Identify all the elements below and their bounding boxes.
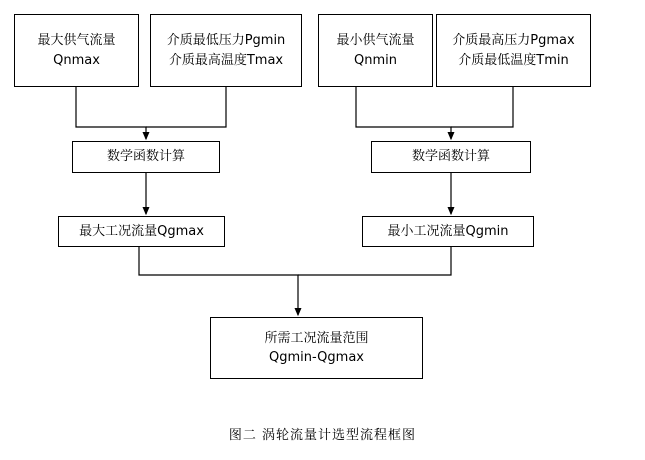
node-min-pressure-max-temp (150, 14, 302, 87)
node-label-line1: 所需工况流量范围 (264, 330, 369, 346)
node-math-function-calc-left (72, 141, 220, 173)
node-min-supply-flow (318, 14, 433, 87)
node-label-line1: 介质最高压力Pgmax (452, 33, 575, 48)
node-max-supply-flow (14, 14, 139, 87)
node-label-line2: Qgmin-Qgmax (269, 350, 364, 365)
node-label-line1: 最小供气流量 (336, 33, 415, 48)
node-label-line1: 介质最低压力Pgmin (166, 33, 286, 48)
node-label-line2: 介质最高温度Tmax (168, 52, 284, 68)
node-label-line2: Qnmax (53, 52, 100, 68)
node-label-line1: 数学函数计算 (106, 149, 185, 165)
node-label-line2: Qnmin (354, 52, 397, 68)
edge-qgmax-to-range (139, 247, 298, 315)
node-max-pressure-min-temp (436, 14, 591, 87)
node-math-function-calc-right (371, 141, 531, 173)
edge-pgmax-to-calc-right (451, 87, 513, 127)
edge-qnmax-to-calc-left (76, 87, 146, 139)
figure-caption: 图二 涡轮流量计选型流程框图 (228, 428, 417, 443)
node-max-working-flow (58, 216, 225, 247)
node-label-line1: 数学函数计算 (411, 149, 490, 165)
edge-qnmin-to-calc-right (356, 87, 451, 139)
node-label-line1: 最大供气流量 (37, 33, 116, 48)
node-label-line2: 介质最低温度Tmin (458, 52, 569, 68)
node-label-line1: 最小工况流量Qgmin (387, 223, 509, 239)
node-label-line1: 最大工况流量Qgmax (79, 223, 204, 239)
node-min-working-flow (362, 216, 534, 247)
edge-qgmin-to-range (298, 247, 451, 275)
node-required-flow-range (210, 317, 423, 379)
edge-pgmin-to-calc-left (146, 87, 226, 127)
